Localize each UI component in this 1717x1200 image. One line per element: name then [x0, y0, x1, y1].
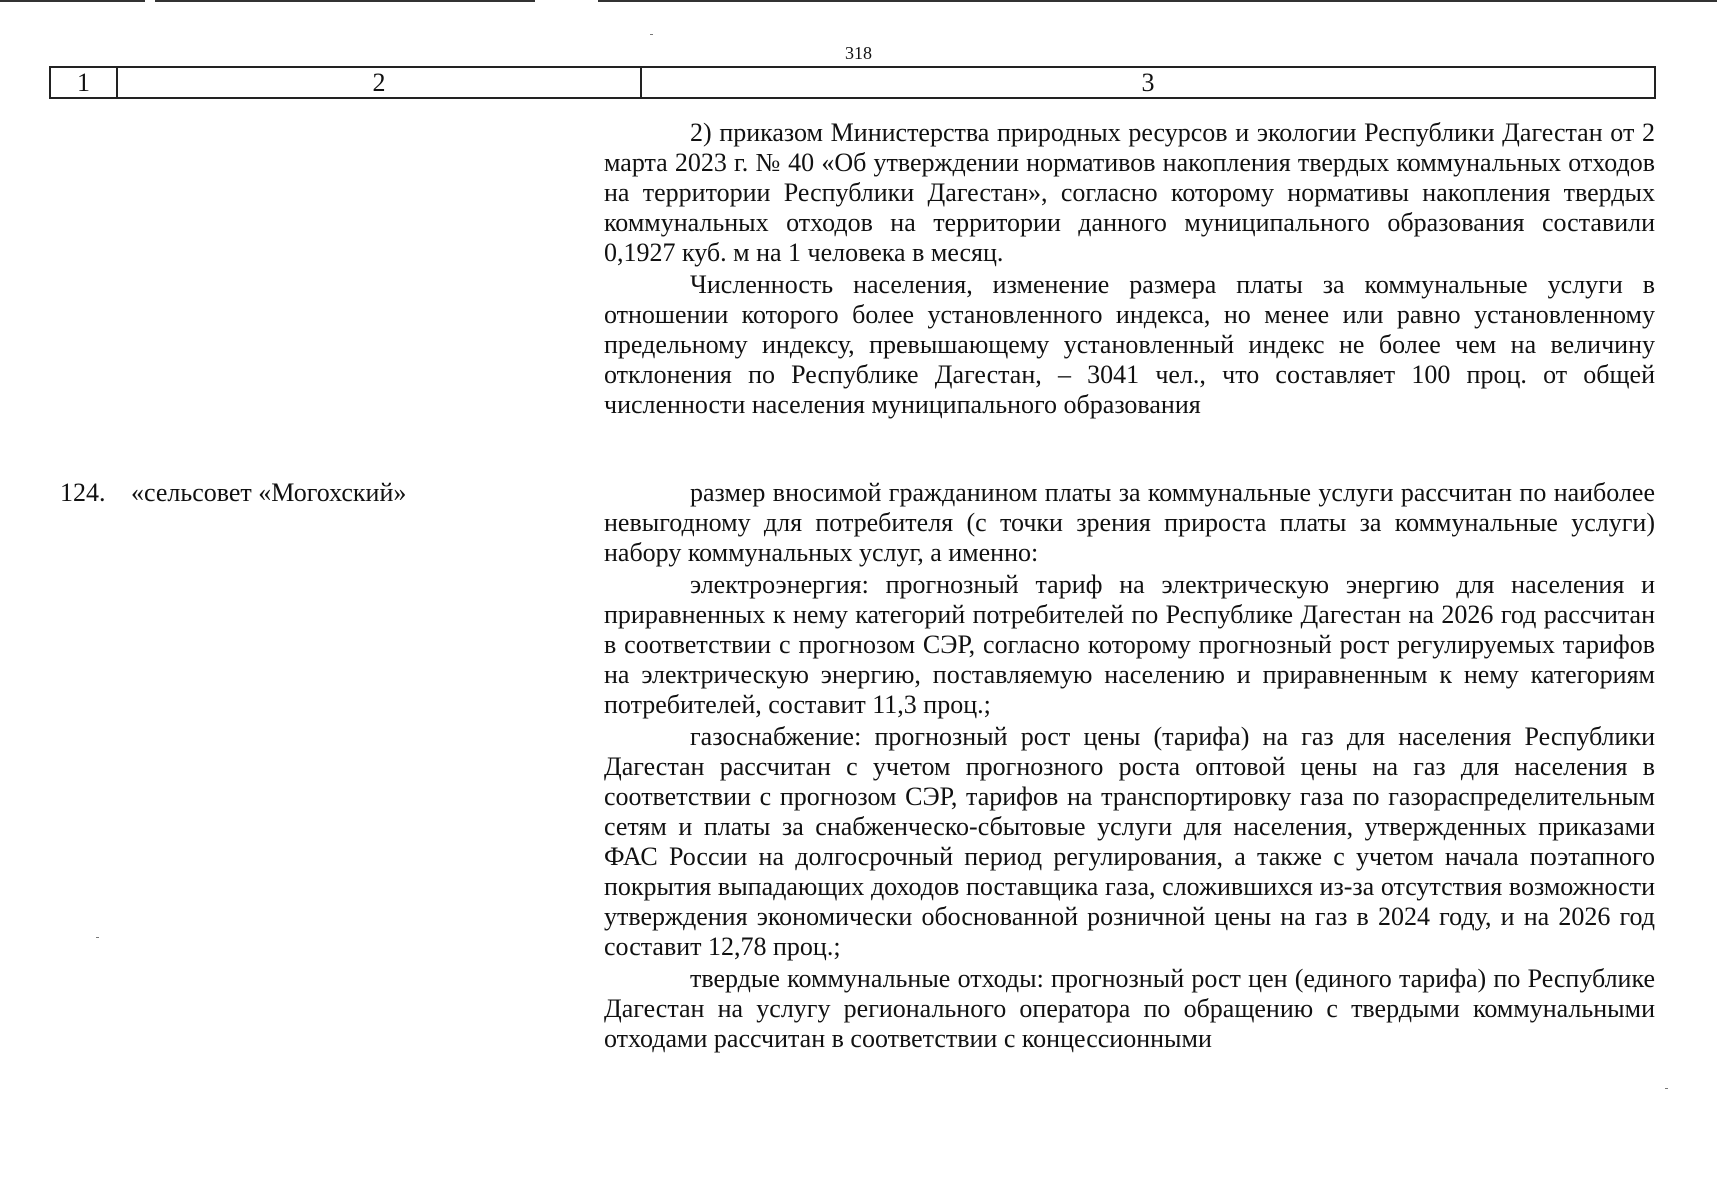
- table-header-row: [49, 66, 1656, 99]
- scan-edge-line: [155, 0, 535, 2]
- municipality-name: «сельсовет «Могохский»: [131, 478, 407, 507]
- paragraph: 2) приказом Министерства природных ресурсов и экологии Республики Дагестан от 2 марта 2023 г. № 40 «Об утверждении нормативов накопления твердых коммунальных отходов на территории Республики Дагестан», согласно которому нормативы накопления твердых коммунальных отходов на территории данного муниципального образования составили 0,1927 куб. м на 1 человека в месяц.: [604, 118, 1655, 267]
- column-number-1: 1: [49, 68, 118, 97]
- row-number: 124.: [60, 478, 106, 507]
- paragraph: твердые коммунальные отходы: прогнозный рост цен (единого тарифа) по Республике Дагестан на услугу регионального оператора по обращению с твердыми коммунальными отходами рассчитан в соответствии с концессионными: [604, 964, 1655, 1053]
- scan-speck: [650, 34, 653, 35]
- paragraph: размер вносимой гражданином платы за коммунальные услуги рассчитан по наиболее невыгодному для потребителя (с точки зрения прироста платы за коммунальные услуги) набору коммунальных услуг, а именно:: [604, 478, 1655, 567]
- row-text: [604, 478, 1655, 1054]
- paragraph: газоснабжение: прогнозный рост цены (тарифа) на газ для населения Республики Дагестан рассчитан с учетом прогнозного роста оптовой цены на газ для населения в соответствии с прогнозом СЭР, тарифов на транспортировку газа по газораспределительным сетям и платы за снабженческо-сбытовые услуги для населения, утвержденных приказами ФАС России на долгосрочный период регулирования, а также с учетом начала поэтапного покрытия выпадающих доходов поставщика газа, сложившихся из-за отсутствия возможности утверждения экономически обоснованной розничной цены на газ в 2024 году, и на 2026 год составит 12,78 проц.;: [604, 722, 1655, 961]
- scan-edge-line: [598, 0, 1717, 2]
- column-number-2: 2: [118, 68, 642, 97]
- page-number: 318: [845, 43, 872, 63]
- continuation-text: [604, 118, 1655, 420]
- scan-speck: [96, 937, 99, 938]
- scan-speck: [1665, 1088, 1668, 1089]
- paragraph: Численность населения, изменение размера платы за коммунальные услуги в отношении которого более установленного индекса, но менее или равно установленному предельному индексу, превышающему установленный индекс не более чем на величину отклонения по Республике Дагестан, – 3041 чел., что составляет 100 проц. от общей численности населения муниципального образования: [604, 270, 1655, 419]
- paragraph: электроэнергия: прогнозный тариф на электрическую энергию для населения и приравненных к нему категорий потребителей по Республике Дагестан на 2026 год рассчитан в соответствии с прогнозом СЭР, согласно которому прогнозный рост регулируемых тарифов на электрическую энергию, поставляемую населению и приравненным к нему категориям потребителей, составит 11,3 проц.;: [604, 570, 1655, 719]
- column-number-3: 3: [642, 68, 1656, 97]
- scan-edge-line: [0, 0, 145, 2]
